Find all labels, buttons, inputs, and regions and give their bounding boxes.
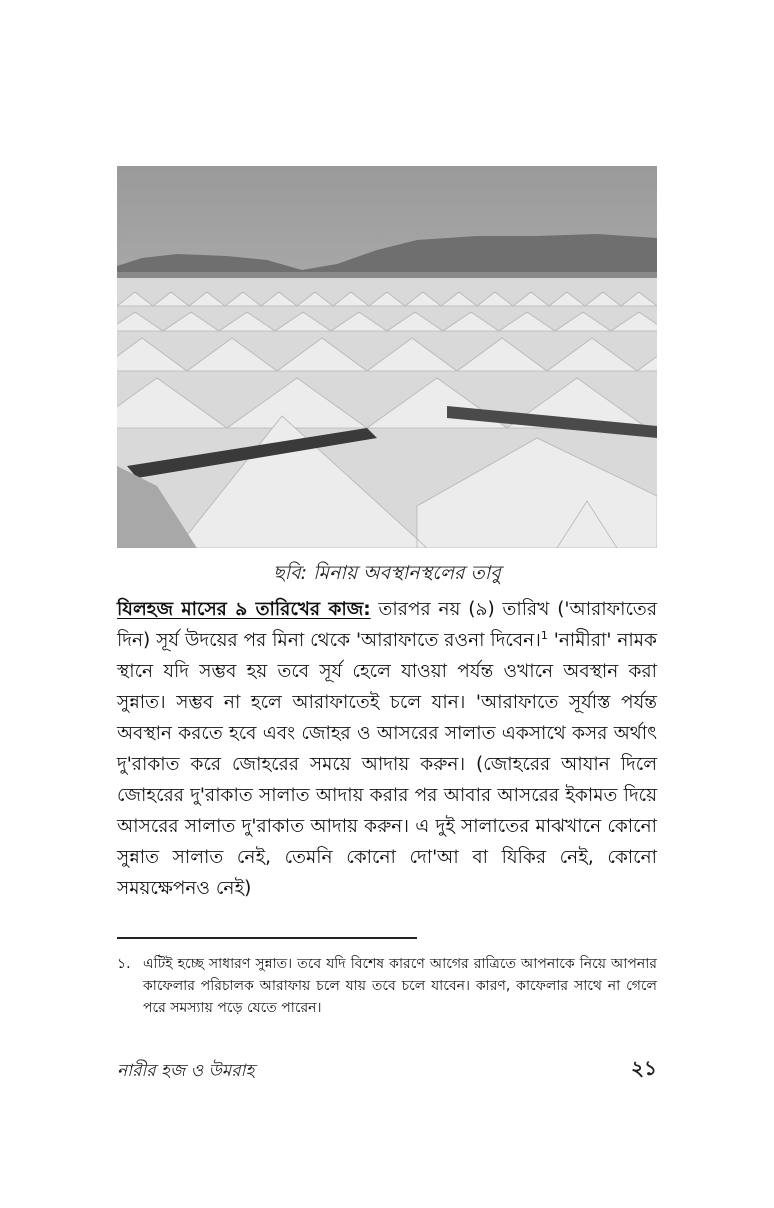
- footnote-reference[interactable]: 1: [540, 628, 548, 642]
- footnote-number: ১.: [117, 956, 131, 972]
- footnote-divider: [117, 937, 417, 939]
- figure-caption: ছবি: মিনায় অবস্থানস্থলের তাবু: [273, 562, 501, 584]
- paragraph-text-2: 'নামীরা' নামক স্থানে যদি সম্ভব হয় তবে সূর্য হেলে যাওয়া পর্যন্ত ওখানে অবস্থান করা সুন্নাত। সম্ভব না হলে আরাফাতেই চলে যান। 'আরাফাতে সূর্যাস্ত পর্যন্ত অবস্থান করতে হবে এবং জোহর ও আসরের সালাত একসাথে কসর অর্থাৎ দু'রাকাত করে জোহরের সময়ে আদায় করুন। (জোহরের আযান দিলে জোহরের দু'রাকাত সালাত আদায় করার পর আবার আসরের ইকামত দিয়ে আসরের সালাত দু'রাকাত আদায় করুন। এ দুই সালাতের মাঝখানে কোনো সুন্নাত সালাত নেই, তেমনি কোনো দো'আ বা যিকির নেই, কোনো সময়ক্ষেপনও নেই): [117, 630, 657, 899]
- paragraph-text-1: তারপর নয় (৯) তারিখ ('আরাফাতের দিন) সূর্য উদয়ের পর মিনা থেকে 'আরাফাতে রওনা দিবেন।: [117, 599, 657, 651]
- tent-city-photo: [117, 166, 657, 548]
- page-number: ২১: [631, 1056, 657, 1080]
- footnote: [117, 953, 657, 1019]
- main-paragraph: [117, 594, 657, 904]
- running-footer-title: নারীর হজ ও উমরাহ: [117, 1061, 255, 1081]
- footnote-text: এটিই হচ্ছে সাধারণ সুন্নাত। তবে যদি বিশেষ কারণে আগের রাত্রিতে আপনাকে নিয়ে আপনার কাফেলার পরিচালক আরাফায় চলে যায় তবে চলে যাবেন। কারণ, কাফেলার সাথে না গেলে পরে সমস্যায় পড়ে যেতে পারেন।: [143, 956, 657, 1016]
- section-heading: যিলহজ মাসের ৯ তারিখের কাজ:: [117, 599, 371, 620]
